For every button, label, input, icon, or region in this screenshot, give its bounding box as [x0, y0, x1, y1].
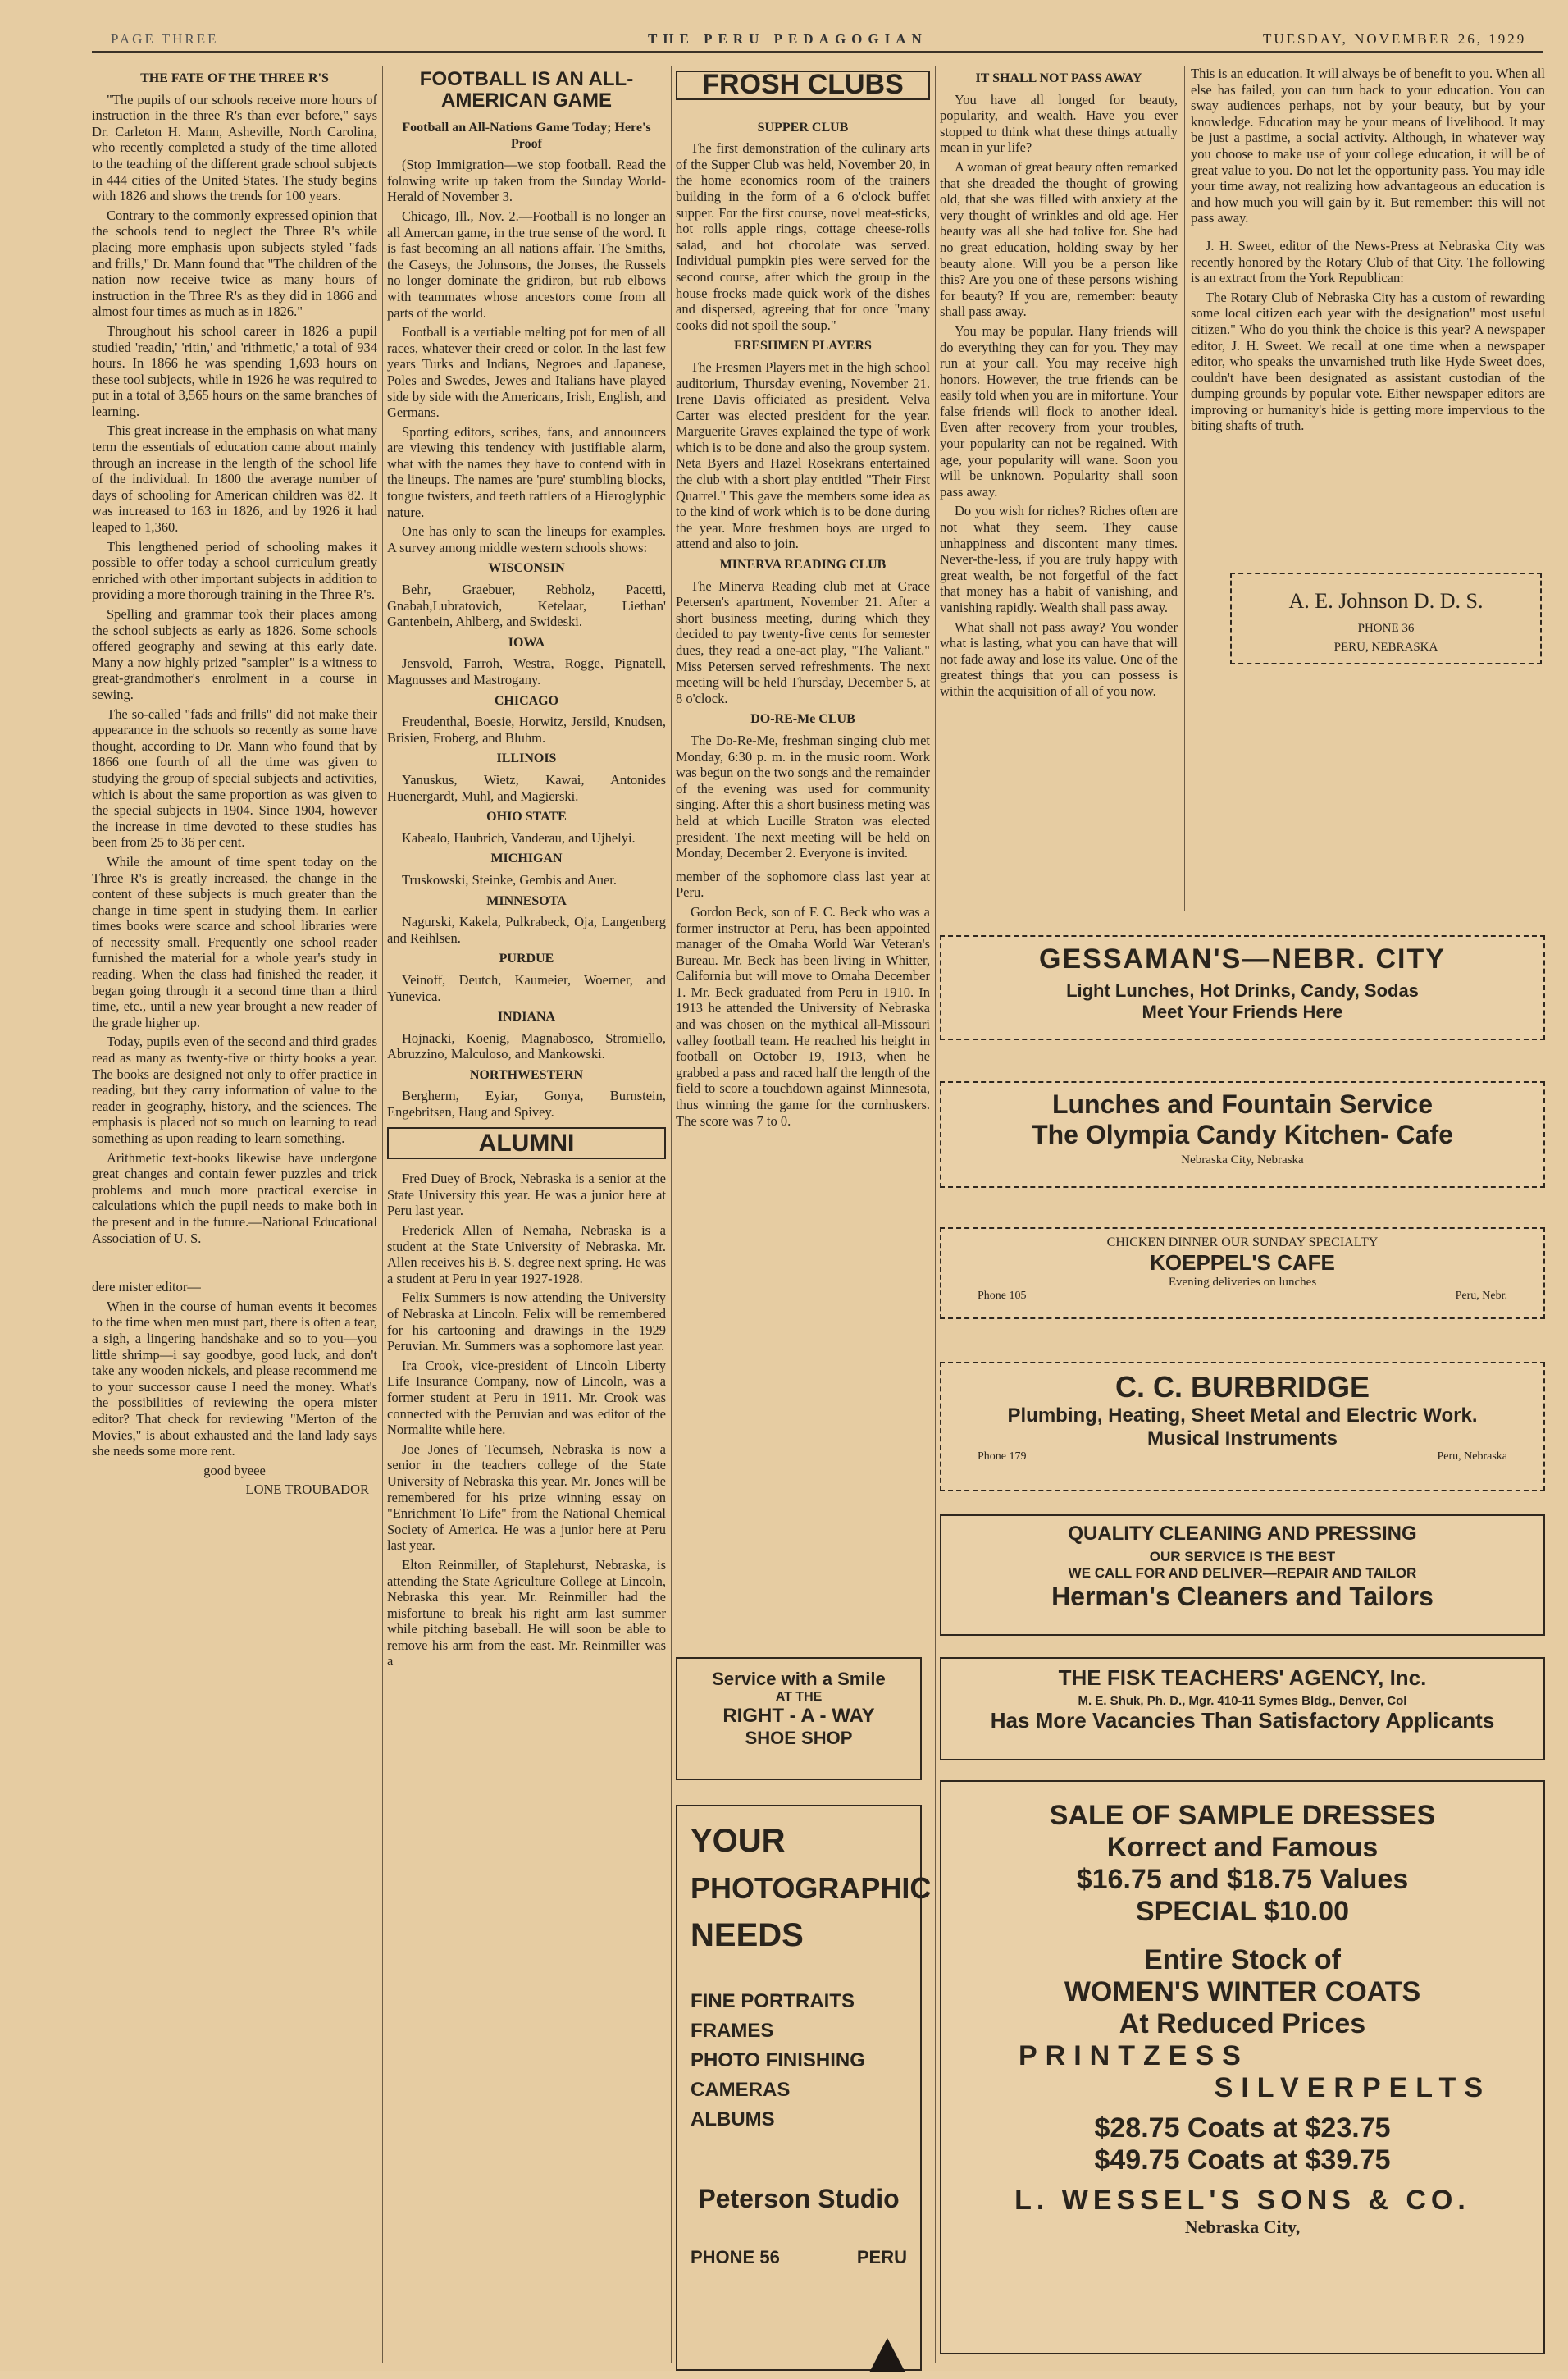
school-name: MINNESOTA [486, 893, 567, 908]
school-name: IOWA [508, 635, 545, 650]
ad-name: THE FISK TEACHERS' AGENCY, Inc. [1058, 1665, 1427, 1690]
article-title: THE FATE OF THE THREE R'S [140, 71, 329, 85]
paragraph: Contrary to the commonly expressed opinion that the schools tend to neglect the Three R's while placing more emphasis upon subjects styled "fads and frills," Dr. Mann found that "The children of the nation now receive twice as many hours of instruction in the Three R's as they did in 1866 and almost four times as much as in 1826." [92, 207, 377, 320]
ad-gessaman [940, 935, 1545, 1040]
club-heading: SUPPER CLUB [757, 120, 849, 135]
ad-name: Herman's Cleaners and Tailors [1051, 1582, 1434, 1611]
ad-wessel [940, 1780, 1545, 2354]
paragraph: While the amount of time spent today on the Three R's is greatly increased, the change in the content of these subjects is much greater than the change in time spent in studying them. In earlier times books were scarce and school libraries were of necessity small. Frequently one school reader furnished the material for a whole year's study in reading. When the class had finished the reader, it began going through it a second time than a third time, etc., until a new year brought a new reader of the grade higher up. [92, 853, 377, 1030]
ad-photo-studio [676, 1805, 932, 2371]
ad-line: WE CALL FOR AND DELIVER—REPAIR AND TAILOR [1068, 1565, 1417, 1581]
ad-place: Peru, Nebr. [1455, 1290, 1507, 1302]
ad-line: $28.75 Coats at $23.75 [1094, 2112, 1391, 2144]
ad-koeppel [940, 1227, 1545, 1319]
paragraph: A woman of great beauty often remarked that she dreaded the thought of growing old, that she was filled with anxiety at the very thought of wrinkles and old age. Her beauty was all she had tolive for. She had no great education, holding sway by her beauty alone. Will you be a person like this? Are you one of these persons wishing for beauty? If you are, remember: beauty shall pass away. [940, 158, 1178, 320]
ad-phone: Phone 179 [978, 1450, 1027, 1463]
ad-line: QUALITY CLEANING AND PRESSING [1068, 1523, 1417, 1545]
paper-tear-mark [869, 2338, 905, 2372]
ad-herman [940, 1514, 1545, 1636]
ad-footer [945, 1450, 1540, 1463]
ad-name: The Olympia Candy Kitchen- Cafe [1032, 1120, 1453, 1149]
ad-line: Entire Stock of [1144, 1944, 1341, 1975]
paragraph: Spelling and grammar took their places among the school subjects as early as 1826. Some schools offered geography and sewing at this early date. Many a now highly prized "sampler" is a witness to great-grandmother's enrolment in a course in sewing. [92, 606, 377, 702]
ad-line: CHICKEN DINNER OUR SUNDAY SPECIALTY [1106, 1235, 1379, 1249]
paragraph: This lengthened period of schooling makes it possible to offer today a school curriculum greatly enriched with other important subjects in addition to providing a more thorough training in the Three R's. [92, 538, 377, 603]
player-list: Yanuskus, Wietz, Kawai, Antonides Huenergardt, Muhl, and Magierski. [387, 771, 666, 804]
alumni-note: Frederick Allen of Nemaha, Nebraska is a student at the State University of Nebraska. Mr. Allen receives his B. S. degree next spring. He was a student at Peru in year 1927-1928. [387, 1222, 666, 1286]
school-name: OHIO STATE [486, 810, 567, 824]
ad-line: At Reduced Prices [1119, 2008, 1366, 2039]
club-heading: FRESHMEN PLAYERS [734, 339, 872, 354]
ad-service: FINE PORTRAITS [691, 1990, 855, 2012]
ad-service: PHOTO FINISHING [691, 2049, 865, 2071]
section-title: FROSH CLUBS [702, 69, 904, 100]
ad-line: Korrect and Famous [1106, 1832, 1379, 1863]
ad-name: L. WESSEL'S SONS & CO. [1014, 2185, 1470, 2216]
paragraph: Arithmetic text-books likewise have undergone great changes and contain fewer puzzles and trick problems and much more practical exercise in calculations which the pupil needs to make both in the present and in the future.—National Educational Association of U. S. [92, 1149, 377, 1246]
ad-phone: PHONE 56 [691, 2247, 780, 2267]
ad-line: Service with a Smile [712, 1669, 886, 1689]
ad-place: Nebraska City, [1184, 2217, 1301, 2237]
column-4 [940, 66, 1178, 935]
masthead: THE PERU PEDAGOGIAN [648, 31, 928, 47]
ad-place: PERU [856, 2247, 907, 2267]
paragraph: What shall not pass away? You wonder what is lasting, what you can have that will not fade away and lose its value. One of the greatest things that you can possess is within the acquisition of all of you now. [940, 619, 1178, 699]
column-5 [1191, 66, 1545, 591]
paragraph: The Rotary Club of Nebraska City has a custom of rewarding some local citizen each year with the designation" most useful citizen." Who do you think the choice is this year? A newspaper editor, J. H. Sweet. We recall at one time when a newspaper editor, who speaks the unvarnished truth like Hyde Sweet does, couldn't have been designated as assistant custodian of the dumping grounds by popular vote. Either newspaper editors are improving or humanity's hide is getting more impervious to the biting shafts of truth. [1191, 289, 1545, 434]
paragraph: Chicago, Ill., Nov. 2.—Football is no longer an all Amercan game, in the true sense of the word. It is fast becoming an all nations affair. The Smiths, the Caseys, the Johnsons, the Jonses, the Russels no longer dominate the gridiron, but rub elbows with teammates whose ancestors come from all parts of the world. [387, 208, 666, 321]
player-list: Veinoff, Deutch, Kaumeier, Woerner, and Yunevica. [387, 971, 666, 1004]
paragraph: This great increase in the emphasis on what many term the essentials of education came about mainly through an increase in the length of the school life of the individual. In 1800 the average number of days of schooling for American children was 82. It was increased to 163 in 1826, and by 1926 it had leaped to 1,360. [92, 422, 377, 536]
school-name: INDIANA [497, 1010, 556, 1025]
paragraph: "The pupils of our schools receive more hours of instruction in the three R's than ever before," says Dr. Carleton H. Mann, Asheville, North Carolina, who recently completed a study of the time alloted to the teaching of the different grade school subjects in 444 cities of the United States. The study begins with 1826 and shows the trends for 100 years. [92, 91, 377, 204]
school-name: NORTHWESTERN [469, 1067, 584, 1082]
alumni-note: Joe Jones of Tecumseh, Nebraska is now a senior in the teachers college of the State University of Nebraska this year. Mr. Jones will be remembered for his prize winning essay on "Enrichment To Life" from the National Chemical Society of America. He was a junior here at Peru last year. [387, 1441, 666, 1554]
ad-name: C. C. BURBRIDGE [1114, 1370, 1370, 1404]
ad-line: SALE OF SAMPLE DRESSES [1049, 1800, 1436, 1831]
ad-line: Evening deliveries on lunches [1168, 1276, 1317, 1289]
paragraph: You have all longed for beauty, popularity, and wealth. Have you ever stopped to think what these things actually mean in yur life? [940, 91, 1178, 156]
player-list: Jensvold, Farroh, Westra, Rogge, Pignatell, Magnusses and Mastrogany. [387, 655, 666, 687]
player-list: Kabealo, Haubrich, Vanderau, and Ujhelyi. [402, 829, 636, 846]
column-2 [387, 66, 666, 2363]
paragraph: J. H. Sweet, editor of the News-Press at Nebraska City was recently honored by the Rotary Club of that City. The following is an extract from the York Republican: [1191, 237, 1545, 286]
alumni-note: Felix Summers is now attending the University of Nebraska at Lincoln. Felix will be remembered for his cartooning and drawings in the 1929 Peruvian. Mr. Summers was a sophomore last year. [387, 1290, 666, 1354]
ad-line: AT THE [775, 1690, 823, 1704]
paragraph: You may be popular. Hany friends will do everything they can for you. They may run at your call. You may receive high honors. However, the true friends can be easily told when you are in mifortune. Your false friends will flock to another ideal. Even after recovery from your troubles, your popularity can not be regained. With age, your popularity will wane. Soon you will be unknown. Popularity shall soon pass away. [940, 322, 1178, 500]
ad-line: Has More Vacancies Than Satisfactory Applicants [990, 1708, 1495, 1733]
alumni-heading: ALUMNI [387, 1127, 666, 1160]
article-title: FOOTBALL IS AN ALL-AMERICAN GAME [419, 68, 634, 112]
ad-line: YOUR [691, 1823, 786, 1859]
ad-fisk [940, 1657, 1545, 1760]
paragraph: Throughout his school career in 1826 a pupil studied 'readin,' 'ritin,' and 'rithmetic,' a total of 934 hours. In 1866 he was spending 1,693 hours on these tool subjects, while in 1926 he was required to put in a total of 3,565 hours on the same branches of learning. [92, 322, 377, 419]
ad-name: SHOE SHOP [745, 1728, 853, 1748]
ad-line: WOMEN'S WINTER COATS [1064, 1976, 1421, 2007]
ad-place: Peru, Nebraska [1437, 1450, 1507, 1463]
ad-name: Peterson Studio [698, 2184, 900, 2213]
continued-text: member of the sophomore class last year at Peru. [676, 865, 930, 901]
issue-date: TUESDAY, NOVEMBER 26, 1929 [1263, 31, 1527, 47]
ad-service: CAMERAS [691, 2079, 791, 2101]
club-report: The Minerva Reading club met at Grace Petersen's apartment, November 21. After a short business meeting, during which they decided to pay twenty-five cents for semester dues, they read a one-act play, "The Valiant." Miss Petersen served refreshments. The next meeting will be held Thursday, December 5, at 8 o'clock. [676, 578, 930, 706]
ad-name: A. E. Johnson D. D. S. [1288, 589, 1484, 613]
ad-shoe-shop [676, 1657, 922, 1780]
ad-line: $49.75 Coats at $39.75 [1094, 2144, 1391, 2176]
club-report: The Do-Re-Me, freshman singing club met Monday, 6:30 p. m. in the music room. Work was begun on the two songs and the remainder of the evening was used for community singing. After this a short business meting was held at which Lucille Straton was elected president. The next meeting will be held on Monday, December 2. Everyone is invited. [676, 732, 930, 861]
alumni-note: Fred Duey of Brock, Nebraska is a senior at the State University this year. He was a junior here at Peru last year. [387, 1171, 666, 1219]
ad-line: SILVERPELTS [1214, 2072, 1491, 2103]
header-rule [92, 51, 1543, 53]
club-heading: DO-RE-Me CLUB [750, 712, 855, 727]
ad-johnson [1230, 573, 1542, 664]
ad-line: SPECIAL $10.00 [1135, 1896, 1350, 1927]
ad-line: PHOTOGRAPHIC [691, 1871, 932, 1905]
ad-line: NEEDS [691, 1917, 804, 1953]
ad-footer [945, 1290, 1540, 1303]
column-rule [1184, 66, 1185, 911]
ad-line: OUR SERVICE IS THE BEST [1149, 1549, 1336, 1564]
ad-place: Nebraska City, Nebraska [1181, 1153, 1304, 1167]
ad-line: $16.75 and $18.75 Values [1076, 1864, 1409, 1895]
ad-footer [691, 2247, 907, 2268]
letter-greeting: dere mister editor— [92, 1279, 201, 1295]
ad-service: FRAMES [691, 2020, 774, 2042]
paragraph: Do you wish for riches? Riches often are not what they seem. They cause unhappiness and discontent many times. Never-the-less, if you are truly happy with great wealth, be not forgetful of the fact that money has a habit of vanishing, and vanishing rapidly. Wealth shall pass away. [940, 503, 1178, 615]
ad-name: RIGHT - A - WAY [722, 1705, 875, 1727]
club-report: The first demonstration of the culinary arts of the Supper Club was held, November 20, in the home economics room of the trainers building in the form of a 6 o'clock buffet supper. For the first course, novel meat-sticks, hot rolls apple rings, cottage cheese-rolls salad, and hot chocolate was served. Individual pumpkin pies were served for the second course, after which the group in the house frocks made quick work of the dishes and dispersed, agreeing that for once "many cooks did not spoil the soup." [676, 140, 930, 333]
player-list: Nagurski, Kakela, Pulkrabeck, Oja, Langenberg and Reihlsen. [387, 914, 666, 946]
column-3 [676, 66, 930, 1641]
school-name: WISCONSIN [488, 561, 565, 576]
column-1 [92, 66, 377, 2379]
ad-line: Plumbing, Heating, Sheet Metal and Electric Work. [1007, 1404, 1478, 1427]
alumni-note: Ira Crook, vice-president of Lincoln Liberty Life Insurance Company, now of Lincoln, was a former student at Peru in 1911. Mr. Crook was connected with the Peruvian and was editor of the Normalite while here. [387, 1357, 666, 1438]
ad-line: M. E. Shuk, Ph. D., Mgr. 410-11 Symes Bldg., Denver, Col [1078, 1694, 1407, 1708]
paragraph: (Stop Immigration—we stop football. Read the folowing write up taken from the Sunday World-Herald of November 3. [387, 157, 666, 205]
ad-service: ALBUMS [691, 2108, 775, 2130]
player-list: Truskowski, Steinke, Gembis and Auer. [402, 871, 618, 888]
paragraph: Today, pupils even of the second and third grades read as many as twenty-five or thirty books a year. The books are designed not only to offer practice in reading, but they carry information of value to the reader in geography, history, and the sciences. The emphasis is placed not so much on learning to read something as upon reading to learn something. [92, 1034, 377, 1146]
ad-name: GESSAMAN'S—NEBR. CITY [1039, 943, 1446, 975]
paragraph: This is an education. It will always be of benefit to you. When all else has failed, you can turn back to your education. You can sway audiences perhaps, not by your beauty, but by your knowledge. Education may be your means of livelihood. It may be just a pastime, a social activity. Although, in whatever way you choose to make use of your college education, it will be of great value to you. Do not let the opportunity pass. You may idle your time away, not realizing how advantageous an education is and how much you will gain by it. But remember: this will not pass away. [1191, 66, 1545, 226]
school-name: CHICAGO [494, 693, 559, 708]
section-banner [676, 71, 930, 100]
paragraph: Football is a vertiable melting pot for men of all races, whatever their creed or color. In the last few years Turks and Indians, Negroes and Japanese, Poles and Swedes, Jewes and Italians have played side by side with the Americans, Irish, English, and Germans. [387, 324, 666, 421]
article-title: IT SHALL NOT PASS AWAY [975, 71, 1142, 85]
ad-line: Musical Instruments [1146, 1427, 1338, 1450]
club-report: The Fresmen Players met in the high school auditorium, Thursday evening, November 21. Irene Davis officiated as president. Velva Carter was elected president for the year. Marguerite Graves explained the type of work which is to be done and also the group system. Neta Byers and Hazel Rosekrans entertained the club with a short play entitled "Their First Quarrel." This gave the members some idea as to the kind of work which is to be done during the year. More freshmen boys are urged to attend and also to join. [676, 358, 930, 552]
school-name: ILLINOIS [496, 751, 557, 766]
article-subtitle: Football an All-Nations Game Today; Here's Proof [402, 121, 651, 151]
ad-line: PRINTZESS [1019, 2040, 1249, 2071]
ad-phone: PHONE 36 [1357, 622, 1415, 635]
ad-name: KOEPPEL'S CAFE [1150, 1250, 1335, 1275]
paragraph: The so-called "fads and frills" did not make their appearance in the schools so recently as some have thought, according to Dr. Mann who found that by 1866 one fourth of all the time was given to studying the group of special subjects and activities, which is about the same proportion as was given to the special subjects in 1904. Since 1904, however the increase in time devoted to these studies has been from 25 to 36 per cent. [92, 705, 377, 851]
column-rule [671, 66, 672, 2363]
paragraph: Sporting editors, scribes, fans, and announcers are viewing this tendency with justifiable alarm, what with the names they have to contend with in the lineups. The names are 'pure' stumbling blocks, tongue twisters, and teeth rattlers of a Hieroglyphic nature. [387, 423, 666, 520]
ad-line: Light Lunches, Hot Drinks, Candy, Sodas [1066, 980, 1419, 1001]
ad-olympia [940, 1081, 1545, 1188]
alumni-note: Elton Reinmiller, of Staplehurst, Nebraska, is attending the State Agriculture College at Lincoln, Nebraska this year. Mr. Reinmiller had the misfortune to break his right arm last summer while pitching baseball. He will soon be able to remove his arm from the east. Mr. Reinmiller was a [387, 1556, 666, 1669]
page-number: PAGE THREE [111, 31, 219, 47]
letter-body: When in the course of human events it becomes to the time when men must part, there is often a tear, a sigh, a lingering handshake and so to you—you little shrimp—i say goodbye, good luck, and don't take any wooden nickels, and please recommend me to your successor cause I need the money. What's the possibilities of reviewing the opera mister editor? That check for reviewing "Merton of the Movies," is about exhausted and the land lady says she needs some more rent. [92, 1298, 377, 1459]
player-list: Bergherm, Eyiar, Gonya, Burnstein, Engebritsen, Haug and Spivey. [387, 1088, 666, 1121]
paragraph: Gordon Beck, son of F. C. Beck who was a former instructor at Peru, has been appointed manager of the Omaha World War Veteran's Bureau. Mr. Beck has been living in Whitter, California but will move to Omaha December 1. Mr. Beck graduated from Peru in 1910. In 1913 he attended the University of Nebraska and was chosen on the mythical all-Missouri valley football team. He reached his height in football on October 19, 1913, when he grabbed a pass and raced half the length of the field to score a touchdown against Minnesota, thus winning the game for the cornhuskers. The score was 7 to 0. [676, 903, 930, 1129]
ad-burbridge [940, 1362, 1545, 1491]
school-lineup [387, 560, 666, 1120]
letter-signature: LONE TROUBADOR [245, 1482, 369, 1498]
ad-line: Lunches and Fountain Service [1051, 1089, 1434, 1119]
player-list: Freudenthal, Boesie, Horwitz, Jersild, Knudsen, Brisien, Froberg, and Bluhm. [387, 714, 666, 746]
ad-services [691, 1987, 907, 2135]
letter-closing: good byeee [203, 1462, 266, 1478]
player-list: Hojnacki, Koenig, Magnabosco, Stromiello, Abruzzino, Malculoso, and Mankowski. [387, 1030, 666, 1062]
paragraph: One has only to scan the lineups for examples. A survey among middle western schools shows: [387, 523, 666, 555]
ad-line: Meet Your Friends Here [1142, 1002, 1343, 1022]
column-rule [382, 66, 383, 2363]
club-heading: MINERVA READING CLUB [719, 558, 887, 573]
school-name: PURDUE [499, 952, 554, 966]
school-name: MICHIGAN [490, 852, 563, 866]
player-list: Behr, Graebuer, Rebholz, Pacetti, Gnabah,Lubratovich, Ketelaar, Liethan' Gantenbein, Ahlberg, and Swideski. [387, 582, 666, 630]
ad-phone: Phone 105 [978, 1290, 1027, 1302]
column-rule [935, 66, 936, 2363]
ad-place: PERU, NEBRASKA [1333, 641, 1438, 654]
